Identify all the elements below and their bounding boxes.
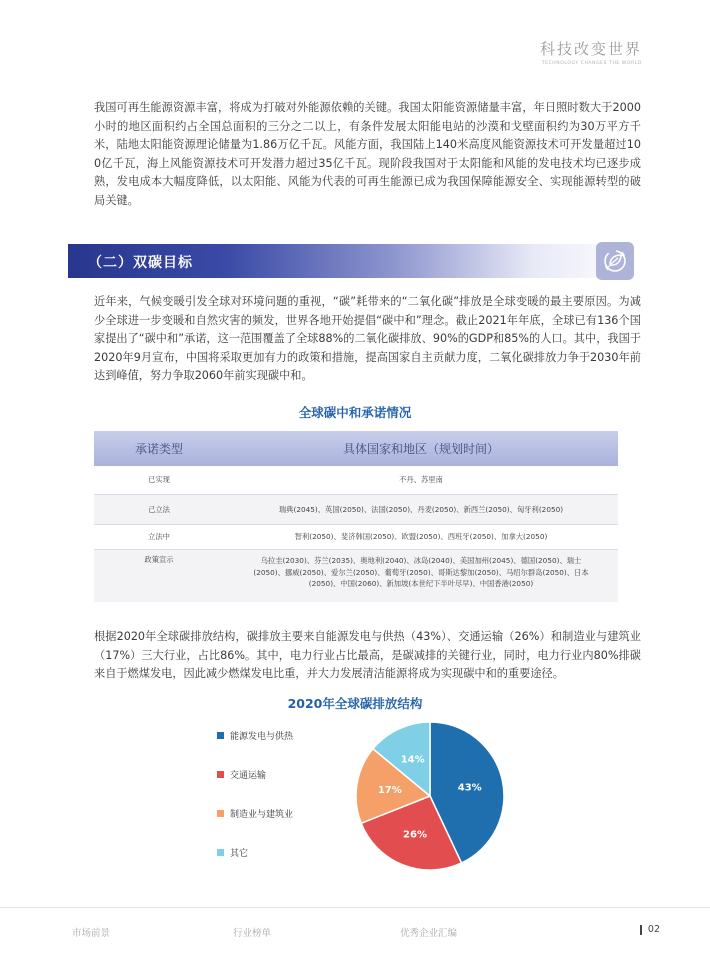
legend-label: 交通运输 [230,770,267,781]
paragraph-renewable-resources: 我国可再生能源资源丰富，将成为打破对外能源依赖的关键。我国太阳能资源储量丰富，年日照时数大于2000小时的地区面积约占全国总面积的三分之二以上，有条件发展太阳能电站的沙漠和戈壁面积约为30万平方千米，陆地太阳能资源理论储量为1.86万亿千瓦。风能方面，我国陆上140米高度风能资源技术可开发量超过100亿千瓦，海上风能资源技术可开发潜力超过35亿千瓦。现阶段我国对于太阳能和风能的发电技术均已逐步成熟，发电成本大幅度降低，以太阳能、风能为代表的可再生能源已成为我国保障能源安全、实现能源转型的破局关键。 [94,101,641,207]
legend-label: 能源发电与供热 [230,731,294,742]
footer-divider [0,907,710,908]
chart-legend [217,729,293,885]
legend-label: 制造业与建筑业 [230,809,294,820]
row-type: 政策宣示 [144,555,174,564]
legend-swatch [217,732,224,739]
chart-title: 2020年全球碳排放结构 [287,696,423,711]
legend-item [217,846,293,858]
row-type: 已实现 [148,475,170,484]
row-regions: 智利(2050)、斐济韩国(2050)、欧盟(2050)、西班牙(2050)、加拿大(2050) [294,532,548,542]
legend-item [217,729,293,741]
legend-swatch [217,849,224,856]
row-regions: 瑞典(2045)、英国(2050)、法国(2050)、丹麦(2050)、新西兰(2050)、匈牙利(2050) [278,504,564,514]
pie-slice-label: 43% [457,782,482,794]
pie-slice-label: 14% [400,754,425,766]
footer-nav-companies[interactable]: 优秀企业汇编 [400,928,458,939]
pie-slice-label: 17% [377,785,402,797]
section-title: （二）双碳目标 [88,255,193,271]
legend-item [217,768,293,780]
table-row [94,495,618,525]
table-header-type: 承诺类型 [134,442,183,456]
pie-slice-label: 26% [403,829,427,841]
emission-pie-chart [350,716,510,876]
table-header [94,431,618,466]
table-title: 全球碳中和承诺情况 [298,405,412,420]
table-header-regions: 具体国家和地区（规划时间） [342,442,499,456]
legend-swatch [217,810,224,817]
brand-subtitle: TECHNOLOGY CHANGES THE WORLD [541,61,642,66]
legend-swatch [217,771,224,778]
legend-item [217,807,293,819]
paragraph-emission-structure: 根据2020年全球碳排放结构，碳排放主要来自能源发电与供热（43%）、交通运输（26%）和制造业与建筑业（17%）三大行业，占比86%。其中，电力行业占比最高，是碳减排的关键行业，同时，电力行业内80%排碳来自于燃煤发电，因此减少燃煤发电比重，并大力发展清洁能源将成为实现碳中和的重要途径。 [94,630,641,681]
legend-label: 其它 [230,848,249,859]
footer-nav-market[interactable]: 市场前景 [72,928,111,939]
header-brand [540,38,642,66]
brand-title: 科技改变世界 [539,40,642,58]
row-regions: 乌拉圭(2030)、芬兰(2035)、奥地利(2040)、冰岛(2040)、美国加州(2045)、德国(2050)、瑞士(2050)、挪威(2050)、爱尔兰(2050)、葡萄牙(2050)、哥斯达黎加(2050)、马绍尔群岛(2050)、日本(2050)、中国(2060)、新加坡(本世纪下半叶尽早)、中国香港(2050) [253,556,589,588]
paragraph-carbon-goals: 近年来，气候变暖引发全球对环境问题的重视，“碳”耗带来的“二氧化碳”排放是全球变暖的最主要原因。为减少全球进一步变暖和自然灾害的频发，世界各地开始提倡“碳中和”理念。截止2021年年底，全球已有136个国家提出了“碳中和”承诺，这一范围覆盖了全球88%的二氧化碳排放、90%的GDP和85%的人口。其中，我国于2020年9月宣布，中国将采取更加有力的政策和措施，提高国家自主贡献力度，二氧化碳排放力争于2030年前达到峰值，努力争取2060年前实现碳中和。 [94,295,641,383]
row-regions: 不丹、苏里南 [399,475,443,485]
leaf-recycle-icon [596,242,634,280]
footer-nav-ranking[interactable]: 行业榜单 [233,928,272,939]
row-type: 己立法 [148,504,170,514]
row-type: 立法中 [148,532,170,541]
table-row [94,466,618,495]
table-row [94,550,618,602]
commitment-table [94,431,618,602]
page-number: 02 [640,925,660,935]
section-header [68,244,634,278]
table-row [94,525,618,550]
